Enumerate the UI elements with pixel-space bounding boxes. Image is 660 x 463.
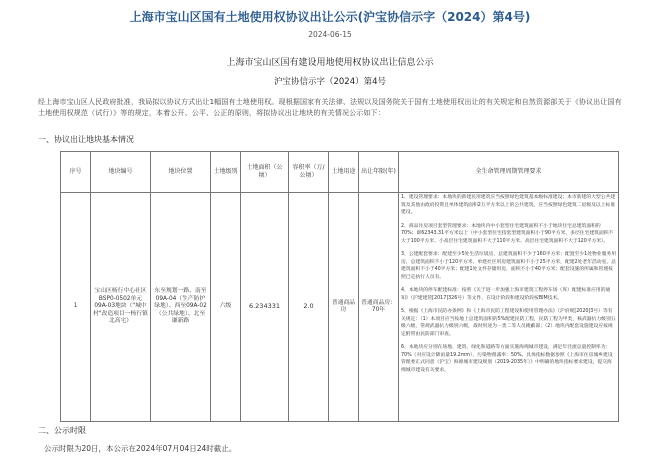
intro-paragraph: 经上海市宝山区人民政府批准，我局拟以协议方式出让1幅国有土地使用权。现根据国家有关法律、法规以及国务院关于国有土地使用权出让的有关规定和自然资源部关于《协议出让国有土地使用权规范（试行）》等的规定，本着公开、公平、公正的原则，将拟协议出让地块的有关情况公示如下： xyxy=(38,98,622,117)
section-heading-basic-info: 一、协议出让地块基本情况 xyxy=(38,135,134,144)
cell-area: 6.234331 xyxy=(241,193,289,422)
requirement-item: 4、本地块的停车配建标准：按照《关于进一步加强上海市建筑工程停车场（库）配建标准应用的通知》（沪建建管[2017]326号）等文件，在设计阶段和建设阶段按BIM技术。 xyxy=(401,288,611,301)
section-heading-notice-period: 二、公示时限 xyxy=(38,426,86,435)
cell-code: 宝山区杨行中心社区BSP0-0502单元09A-03地块（"城中村"改造项目一杨行镇北高宅） xyxy=(91,193,151,422)
header-grade: 土地级别 xyxy=(211,152,241,193)
document-number: 沪宝协信示字（2024）第4号 xyxy=(273,77,387,87)
header-term: 出让年限(年) xyxy=(359,152,399,193)
cell-seq: 1 xyxy=(61,193,91,422)
table-header-row xyxy=(61,152,619,193)
publish-date: 2024-06-15 xyxy=(308,30,352,39)
notice-period-text: 公示时限为20日，本公示在2024年07月04日24时截止。 xyxy=(44,444,237,453)
requirement-item: 6、本地块应分别在场地、建筑、绿化和道路等方面实施海绵城市建设，满足年径流总量控制率为：70%（对应设计降雨量19.2mm）、污染物削减率：50%。具体指标数据参照《上海市住房城乡建设管理委正式同意（沪宝）海绵城市建设规划（2019-2035年）》中明确的地块指标要求建设，提交海绵城市建设有关要求。 xyxy=(401,345,613,373)
page-title: 上海市宝山区国有土地使用权协议出让公示(沪宝协信示字（2024）第4号) xyxy=(129,10,531,24)
requirement-item: 3、公建配套要求：配建至少5处生活垃圾房，总建筑面积不少于160平方米；配置至少1处物业服务用房，总建筑面积不小于120平方米，单建社区用房建筑面积不小于25平方米，配建2处老年活动室，总建筑面积不小于40平方米；配建1处文件存储用房，面积不小于40平方米；配套设施的所属和管理按照已定执行人员有。 xyxy=(401,252,616,280)
cell-location: 东至规划一路、南至09A-04（生产防护绿地）、西至09A-02（公共绿地）、北至谦新路 xyxy=(151,193,211,422)
header-seq: 序号 xyxy=(61,152,91,193)
cell-requirements xyxy=(399,193,619,422)
document-title: 上海市宝山区国有建设用地使用权协议出让信息公示 xyxy=(226,58,434,68)
header-location: 地块位置 xyxy=(151,152,211,193)
cell-term: 普通商品房：70年 xyxy=(359,193,399,422)
cell-far: 2.0 xyxy=(289,193,329,422)
cell-grade: 六级 xyxy=(211,193,241,422)
header-area: 土地面积（公顷） xyxy=(241,152,289,193)
table-row xyxy=(61,193,619,422)
header-code: 地块编号 xyxy=(91,152,151,193)
requirement-item: 5、根据《上海市民防办条例》和《上海市民防工程建设和使用管理办法》（沪府规[2020]3号）等有关规定：（1）本项目应当按地上总建筑面积的5%配建民防工程，民防工程为甲类，核武器抗力级别五级六级，常规武器抗力级别六级，战时用途为一类二等人员掩蔽部；（2）地块内配套设施建设应按规定附带由民防部门审查。 xyxy=(401,309,616,337)
land-parcel-table xyxy=(60,151,619,422)
requirement-item: 2、商品住房项目套型管理要求：本地块内中小套型住宅建筑面积不小于地块住宅总建筑面积的70%；即62343.31平方米以上（中小套型住宅指套型建筑面积小于90平方米，多层住宅建筑面积不大于100平方米、小高层住宅建筑面积不大于110平方米、高层住宅建筑面积不大于120平方米）。 xyxy=(401,223,614,244)
cell-use: 普通商品房 xyxy=(329,193,359,422)
header-far: 容积率（万/公顷） xyxy=(289,152,329,193)
requirement-item: 1、建设管理要求：本地块的新建民用建筑应当按照绿色建筑基本级标准建设；本市新建的大型公共建筑及其他由政府投资且单体建筑面积2万平方米以上的公共建筑，应当按照绿色建筑二星级及以上标准建设。 xyxy=(401,195,616,215)
header-requirements: 全生命管理周期管理要求 xyxy=(399,152,619,193)
header-use: 土地用途 xyxy=(329,152,359,193)
